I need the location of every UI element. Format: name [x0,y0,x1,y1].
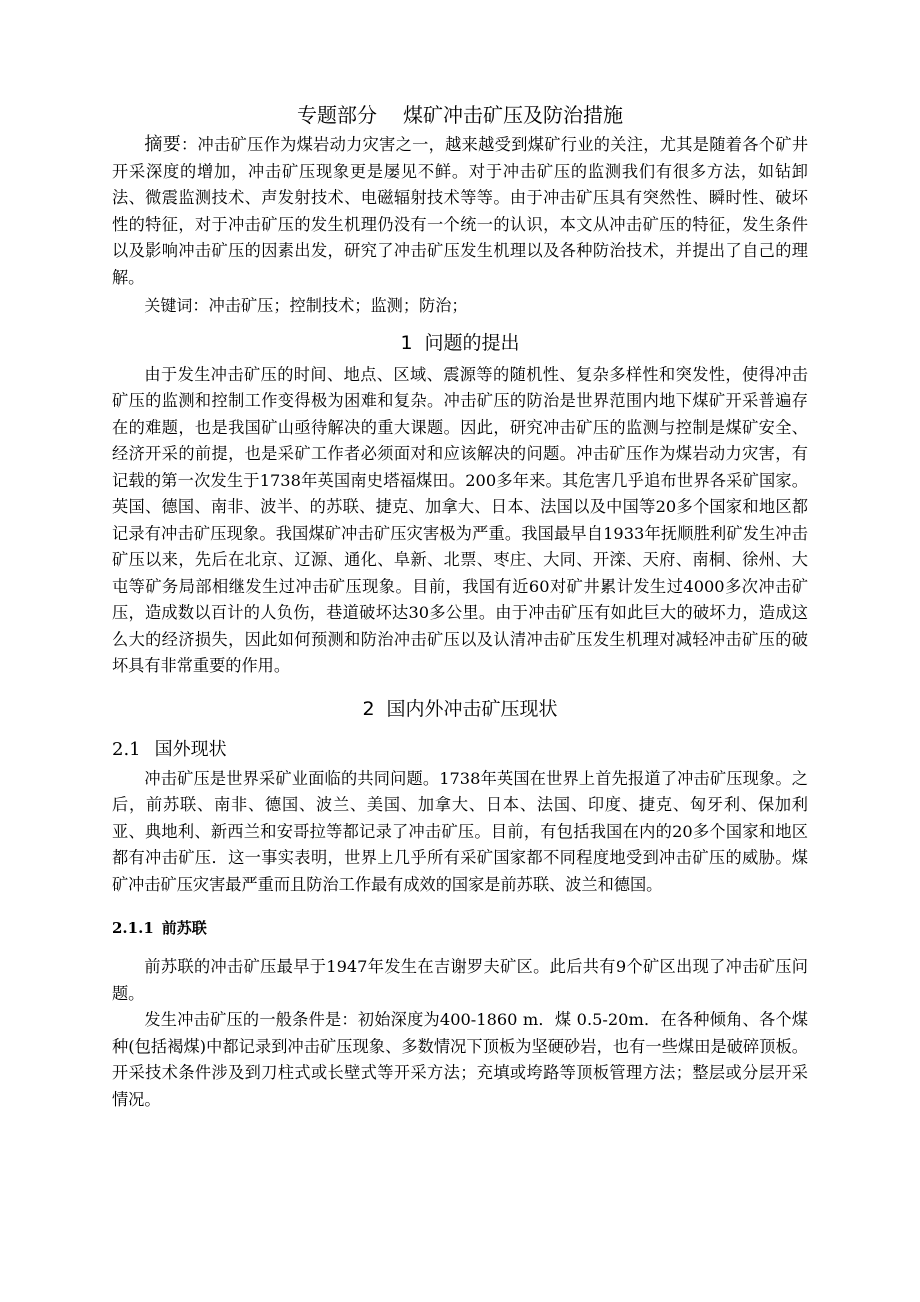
section-2-1-1-paragraph-1: 前苏联的冲击矿压最早于1947年发生在吉谢罗夫矿区。此后共有9个矿区出现了冲击矿压问题。 [112,957,808,1003]
abstract-text: 冲击矿压作为煤岩动力灾害之一，越来越受到煤矿行业的关注，尤其是随着各个矿井开采深度的增加，冲击矿压现象更是屡见不鲜。对于冲击矿压的监测我们有很多方法，如钻卸法、微震监测技术、声发射技术、电磁辐射技术等等。由于冲击矿压具有突然性、瞬时性、破坏性的特征，对于冲击矿压的发生机理仍没有一个统一的认识，本文从冲击矿压的特征，发生条件以及影响冲击矿压的因素出发，研究了冲击矿压发生机理以及各种防治技术，并提出了自己的理解。 [112,135,809,287]
abstract-label: 摘要 [144,134,182,155]
section-2-1-title: 国外现状 [154,738,227,760]
title-part: 专题部分 [297,103,377,127]
abstract-paragraph [112,132,808,291]
section-2-1-1-heading [112,916,808,940]
section-1-number: 1 [400,331,413,354]
section-2-1-1-title: 前苏联 [161,919,207,937]
section-2-1-number: 2.1 [112,738,141,760]
section-2-1-1-number: 2.1.1 [112,919,154,937]
section-2-1-1-paragraph-2: 发生冲击矿压的一般条件是：初始深度为400-1860 m．煤 0.5-20m．在各种倾角、各个煤种(包括褐煤)中都记录到冲击矿压现象、多数情况下顶板为坚硬砂岩，也有一些煤田是破碎顶板。开采技术条件涉及到刀柱式或长壁式等开采方法；充填或垮路等顶板管理方法；整层或分层开采情况。 [112,1010,808,1109]
section-1-heading [112,328,808,358]
document-title [112,100,808,130]
keywords-text: 冲击矿压；控制技术；监测；防治； [208,296,468,315]
title-main: 煤矿冲击矿压及防治措施 [403,103,623,127]
section-2-number: 2 [362,697,375,720]
section-2-heading [112,694,808,724]
keywords-separator: ： [192,296,209,315]
section-2-1-heading [112,736,808,764]
abstract-separator: ： [181,135,198,154]
section-1-paragraph: 由于发生冲击矿压的时间、地点、区域、震源等的随机性、复杂多样性和突发性，使得冲击矿压的监测和控制工作变得极为困难和复杂。冲击矿压的防治是世界范围内地下煤矿开采普遍存在的难题，也是我国矿山亟待解决的重大课题。因此，研究冲击矿压的监测与控制是煤矿安全、经济开采的前提，也是采矿工作者必须面对和应该解决的问题。冲击矿压作为煤岩动力灾害，有记载的第一次发生于1738年英国南史塔福煤田。200多年来。其危害几乎追布世界各采矿国家。英国、德国、南非、波半、的苏联、捷克、加拿大、日本、法国以及中国等20多个国家和地区都记录有冲击矿压现象。我国煤矿冲击矿压灾害极为严重。我国最早自1933年抚顺胜利矿发生冲击矿压以来，先后在北京、辽源、通化、阜新、北票、枣庄、大同、开滦、天府、南桐、徐州、大屯等矿务局部相继发生过冲击矿压现象。目前，我国有近60对矿井累计发生过4000多次冲击矿压，造成数以百计的人负伤，巷道破坏达30多公里。由于冲击矿压有如此巨大的破坏力，造成这么大的经济损失，因此如何预测和防治冲击矿压以及认清冲击矿压发生机理对减轻冲击矿压的破坏具有非常重要的作用。 [112,364,808,675]
keywords-line [112,293,808,320]
section-2-title: 国内外冲击矿压现状 [386,697,558,720]
section-2-1-paragraph: 冲击矿压是世界采矿业面临的共同问题。1738年英国在世界上首先报道了冲击矿压现象。之后，前苏联、南非、德国、波兰、美国、加拿大、日本、法国、印度、捷克、匈牙利、保加利亚、典地利、新西兰和安哥拉等都记录了冲击矿压。目前，有包括我国在内的20多个国家和地区都有冲击矿压．这一事实表明，世界上几乎所有采矿国家都不同程度地受到冲击矿压的威胁。煤矿冲击矿压灾害最严重而且防治工作最有成效的国家是前苏联、波兰和德国。 [112,768,808,894]
section-1-title: 问题的提出 [424,331,520,354]
keywords-label: 关键词 [144,296,193,315]
